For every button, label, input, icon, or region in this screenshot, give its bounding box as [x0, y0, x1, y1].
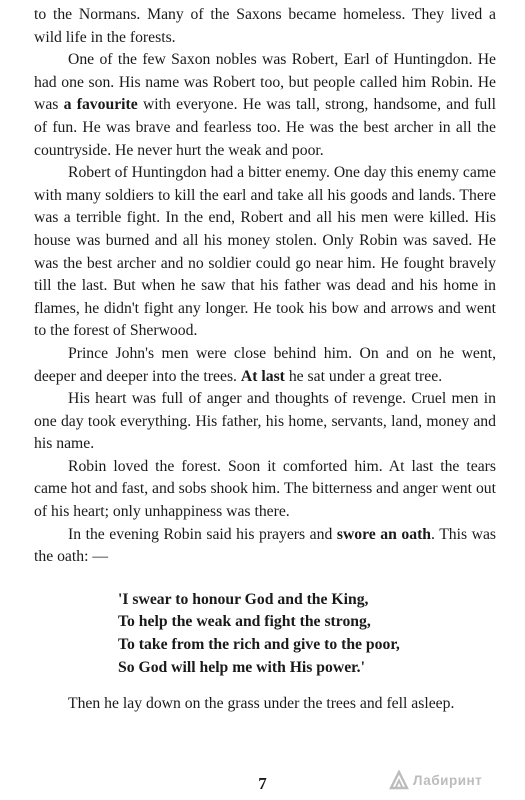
watermark-text: Лабиринт: [413, 772, 483, 788]
text-run: In the evening Robin said his prayers and: [68, 525, 337, 543]
bold-phrase: At last: [240, 367, 285, 385]
text-run: Robert of Huntingdon had a bitter enemy. One day this enemy came with many soldiers to kill the earl and take all his goods and lands. There was a terrible fight. In the end, Robert and all his men were killed. His house was burned and all his money stolen. Only Robin was saved. He was the best archer and no soldier could go near him. He fought bravely till the last. But when he saw that his father was dead and his home in flames, he didn't fight any longer. He took his bow and arrows and went to the forest of Sherwood.: [34, 164, 496, 340]
oath-line: So God will help me with His power.': [118, 658, 365, 676]
page-number: 7: [258, 774, 267, 793]
text-run: Robin loved the forest. Soon it comforted him. At last the tears came hot and fast, and sobs shook him. The bitterness and anger went out of his heart; only unhappiness was there.: [34, 457, 496, 521]
oath-line: To help the weak and fight the strong,: [118, 613, 371, 631]
paragraph: [34, 49, 496, 162]
paragraph: [34, 456, 496, 524]
text-run: with everyone. He was tall, strong, handsome, and full of fun. He was brave and fearless too. He was the best archer in all the countryside. He never hurt the weak and poor.: [34, 96, 496, 159]
oath-line: 'I swear to honour God and the King,: [118, 590, 369, 608]
text-run: to the Normans. Many of the Saxons became homeless. They lived a wild life in the forests.: [34, 6, 496, 46]
text-run: Then he lay down on the grass under the trees and fell asleep.: [68, 695, 455, 713]
bold-phrase: swore an oath: [336, 525, 432, 543]
paragraph: [34, 388, 496, 456]
story-text: [34, 4, 496, 569]
paragraph: [34, 162, 496, 343]
paragraph: [34, 4, 496, 49]
paragraph: [34, 693, 496, 716]
oath-verse: [118, 589, 496, 679]
paragraph: [34, 524, 496, 569]
text-run: he sat under a great tree.: [284, 367, 443, 385]
watermark: [388, 765, 518, 795]
labyrinth-logo-icon: [388, 769, 410, 791]
text-run: Prince John's men were close behind him. On and on he went, deeper and deeper into the trees.: [34, 344, 496, 385]
paragraph: [34, 343, 496, 388]
text-run: . This was the oath: —: [34, 525, 497, 566]
text-run: His heart was full of anger and thoughts of revenge. Cruel men in one day took everything. His father, his home, servants, land, money and his name.: [34, 390, 496, 453]
oath-line: To take from the rich and give to the poor,: [118, 636, 400, 654]
page-body: [34, 4, 496, 716]
closing-paragraph-wrap: [34, 693, 496, 716]
bold-phrase: a favourite: [63, 96, 138, 114]
text-run: One of the few Saxon nobles was Robert, Earl of Huntingdon. He had one son. His name was Robert too, but people called him Robin. He was: [34, 51, 496, 114]
